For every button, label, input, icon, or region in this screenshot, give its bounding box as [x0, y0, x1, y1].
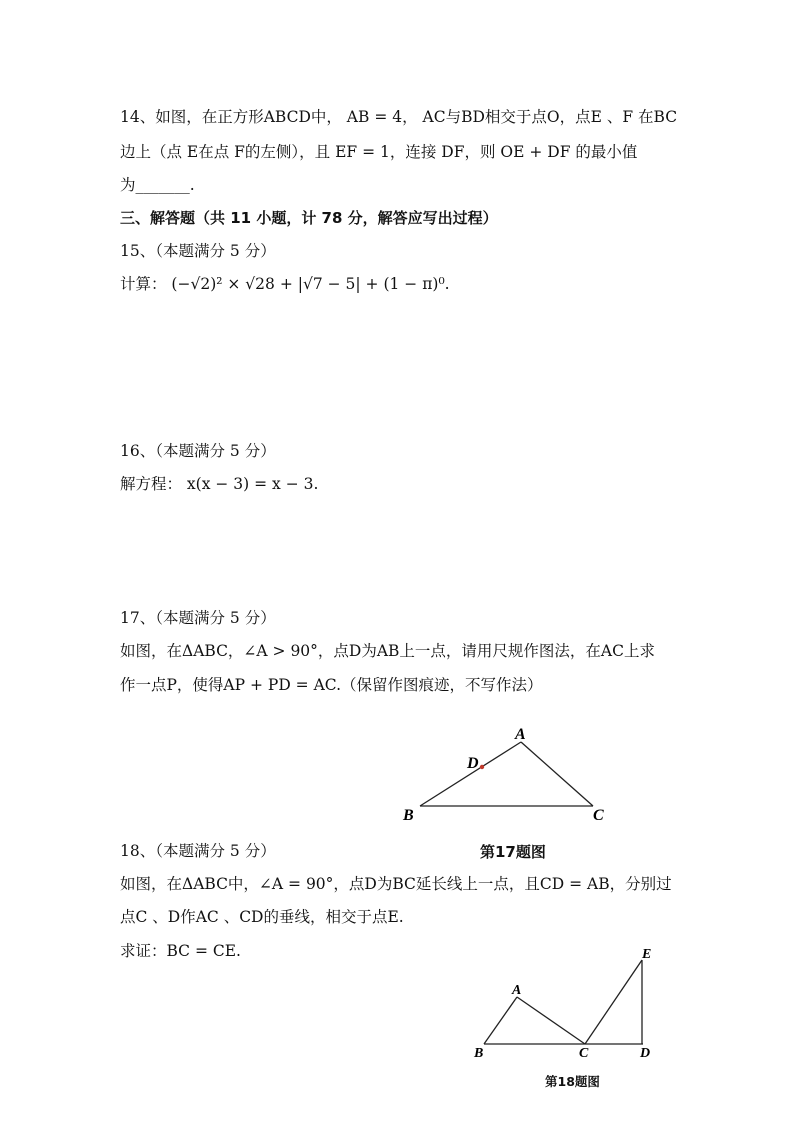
q17-label-c: C	[593, 807, 604, 824]
q18-line-2: 点C 、D作AC 、CD的垂线，相交于点E.	[120, 908, 404, 926]
q17-figure	[395, 722, 625, 827]
q17-label-a: A	[515, 726, 526, 743]
q14-line-2: 边上（点 E在点 F的左侧），且 EF = 1，连接 DF，则 OE + DF 的最小值	[120, 143, 638, 161]
q17-line-2: 作一点P，使得AP + PD = AC.（保留作图痕迹，不写作法）	[120, 676, 543, 694]
section-3-heading: 三、解答题（共 11 小题，计 78 分，解答应写出过程）	[120, 209, 498, 227]
q18-segment-ce	[585, 960, 642, 1044]
q14-line-3: 为_______.	[120, 176, 195, 194]
q17-figure-caption: 第17题图	[480, 843, 546, 861]
q18-segment-ac	[517, 997, 585, 1044]
q18-segment-ab	[484, 997, 517, 1044]
q18-label-d: D	[640, 1046, 651, 1061]
q14-line-1: 14、如图，在正方形ABCD中， AB = 4， AC与BD相交于点O，点E 、F 在BC	[120, 108, 678, 126]
q18-label-e: E	[642, 947, 652, 962]
q18-label-c: C	[579, 1046, 589, 1061]
q16-body: 解方程： x(x − 3) = x − 3.	[120, 475, 319, 493]
q17-segment-ab	[420, 742, 521, 806]
q18-label-b: B	[474, 1046, 484, 1061]
q18-figure-caption: 第18题图	[545, 1074, 600, 1089]
q18-header: 18、（本题满分 5 分）	[120, 842, 276, 860]
q17-label-d: D	[467, 755, 479, 772]
q17-label-b: B	[403, 807, 414, 824]
q18-label-a: A	[512, 983, 522, 998]
q17-header: 17、（本题满分 5 分）	[120, 609, 276, 627]
q18-line-3: 求证：BC = CE.	[120, 942, 241, 960]
q18-line-1: 如图，在ΔABC中，∠A = 90°，点D为BC延长线上一点，且CD = AB，分别过	[120, 875, 672, 893]
q15-body: 计算： (−√2)² × √28 + |√7 − 5| + (1 − π)⁰.	[120, 275, 450, 293]
q16-header: 16、（本题满分 5 分）	[120, 442, 276, 460]
q17-point-d	[480, 765, 484, 769]
q17-segment-ac	[521, 742, 593, 806]
q18-figure	[468, 940, 668, 1065]
q17-line-1: 如图，在ΔABC，∠A > 90°，点D为AB上一点，请用尺规作图法，在AC上求	[120, 642, 655, 660]
q15-header: 15、（本题满分 5 分）	[120, 242, 276, 260]
